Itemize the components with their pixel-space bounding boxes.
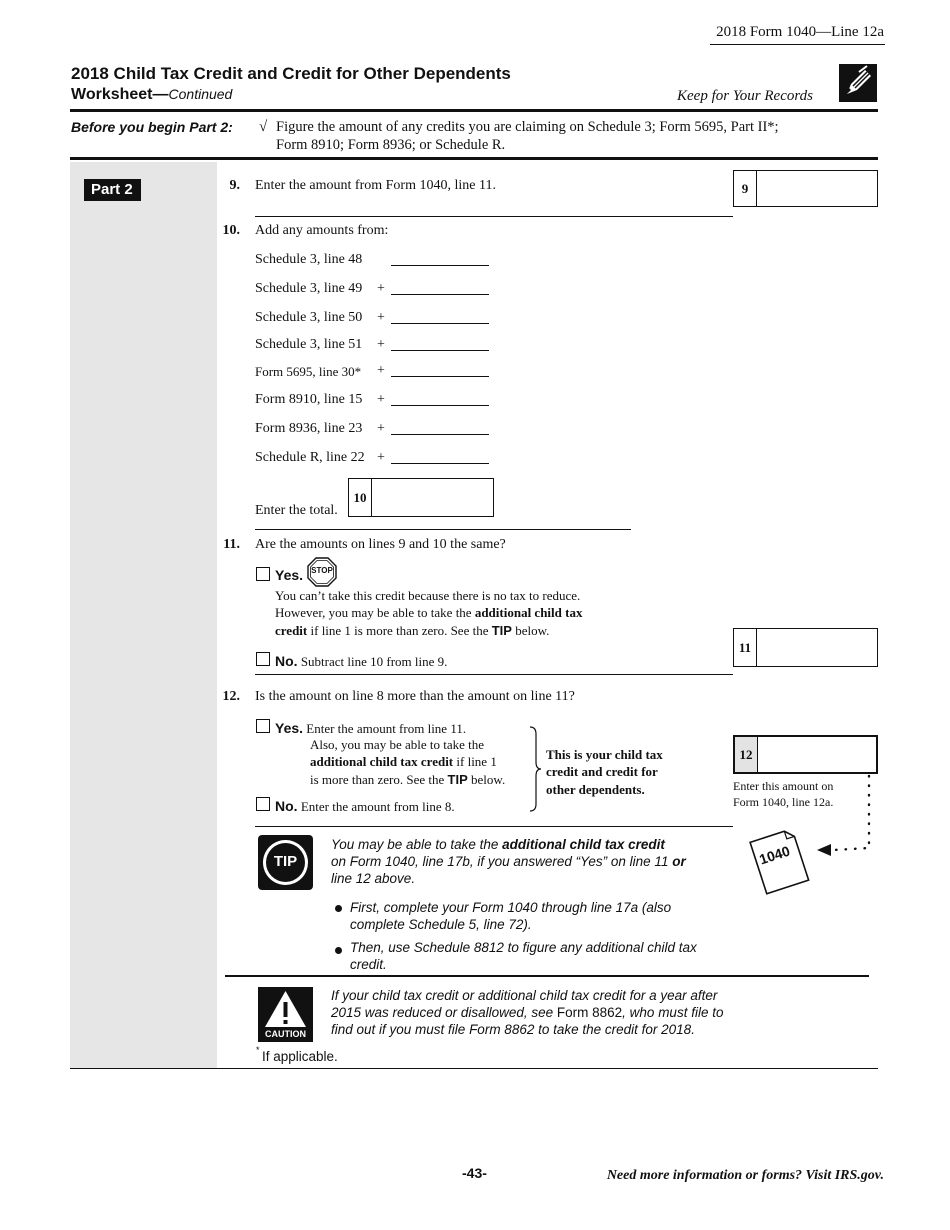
- line-9-box-number: 9: [734, 171, 757, 206]
- caution-icon: [258, 987, 313, 1042]
- line-10-item-label: Schedule 3, line 51: [255, 337, 363, 352]
- line-11-number: 11.: [223, 537, 240, 552]
- line-10-item-plus: +: [377, 421, 385, 436]
- pencil-icon: [839, 64, 877, 102]
- line-12-entry-box[interactable]: [733, 735, 878, 774]
- tip-bullet-1-line-1: First, complete your Form 1040 through line 17a (also: [350, 900, 672, 915]
- line-10-item-field[interactable]: [391, 265, 489, 266]
- line-12-yes-text-3: additional child tax credit if line 1: [310, 754, 497, 769]
- tip-icon-label: TIP: [273, 853, 298, 870]
- line-10-rule: [255, 529, 631, 530]
- line-10-item-plus: +: [377, 337, 385, 352]
- part-sidebar: [70, 162, 217, 1068]
- line-10-item-field[interactable]: [391, 350, 489, 351]
- worksheet-title: 2018 Child Tax Credit and Credit for Other Dependents: [71, 64, 511, 83]
- line-10-item-field[interactable]: [391, 294, 489, 295]
- line-10-item-plus: +: [377, 450, 385, 465]
- line-10-item-label: Form 8936, line 23: [255, 421, 363, 436]
- tip-rule: [225, 975, 869, 977]
- stop-icon: [307, 557, 337, 587]
- caution-line-1: If your child tax credit or additional child tax credit for a year after: [331, 988, 718, 1003]
- line-10-item-label: Schedule 3, line 49: [255, 281, 363, 296]
- line-12-rule: [255, 826, 733, 827]
- tip-line-1: You may be able to take the additional child tax credit: [331, 837, 665, 852]
- caution-line-2: 2015 was reduced or disallowed, see Form 8862, who must file to: [331, 1005, 724, 1020]
- tip-bullet-2-line-1: Then, use Schedule 8812 to figure any additional child tax: [350, 940, 697, 955]
- tip-bullet-2: [335, 947, 342, 954]
- part-2-badge: Part 2: [84, 179, 141, 201]
- footer-info: Need more information or forms? Visit IRS.gov.: [606, 1168, 884, 1183]
- line-10-item-label: Schedule 3, line 50: [255, 310, 363, 325]
- before-begin-text-2: Form 8910; Form 8936; or Schedule R.: [276, 137, 506, 153]
- line-10-item-plus: +: [377, 392, 385, 407]
- line-10-item-field[interactable]: [391, 405, 489, 406]
- section-rule: [70, 157, 878, 160]
- line-12-enter-note-2: Form 1040, line 12a.: [733, 795, 834, 809]
- line-10-item-field[interactable]: [391, 434, 489, 435]
- header-rule: [70, 109, 878, 112]
- line-10-item-field[interactable]: [391, 323, 489, 324]
- footnote-text: If applicable.: [262, 1049, 338, 1064]
- form-1040-pointer: [745, 770, 880, 902]
- tip-line-3: line 12 above.: [331, 871, 416, 886]
- line-10-total-text: Enter the total.: [255, 503, 338, 518]
- bottom-rule: [70, 1068, 878, 1069]
- line-10-item-plus: +: [377, 281, 385, 296]
- line-11-box-number: 11: [734, 629, 757, 666]
- line-11-no-text: No. Subtract line 10 from line 9.: [275, 653, 448, 669]
- line-12-yes-text-1: Yes. Enter the amount from line 11.: [275, 720, 467, 736]
- tip-bullet-1: [335, 905, 342, 912]
- line-12-yes-text-2: Also, you may be able to take the: [310, 737, 485, 752]
- line-11-yes-checkbox[interactable]: [256, 567, 270, 581]
- line-11-yes-text-1: You can’t take this credit because there is no tax to reduce.: [275, 588, 581, 603]
- line-11-no-checkbox[interactable]: [256, 652, 270, 666]
- footnote-star: *: [256, 1045, 260, 1055]
- line-10-item-field[interactable]: [391, 463, 489, 464]
- line-10-box-number: 10: [349, 479, 372, 516]
- tip-icon: [258, 835, 313, 890]
- line-10-item-field[interactable]: [391, 376, 489, 377]
- line-11-rule: [255, 674, 733, 675]
- check-mark-icon: √: [259, 119, 268, 135]
- line-9-text: Enter the amount from Form 1040, line 11.: [255, 178, 496, 193]
- tip-line-2: on Form 1040, line 17b, if you answered “Yes” on line 11 or: [331, 854, 686, 869]
- caution-line-3: find out if you must file Form 8862 to take the credit for 2018.: [331, 1022, 695, 1037]
- caution-icon-label: CAUTION: [265, 1029, 306, 1039]
- line-10-entry-box[interactable]: [348, 478, 494, 517]
- before-begin-text-1: Figure the amount of any credits you are claiming on Schedule 3; Form 5695, Part II*;: [276, 119, 779, 135]
- keep-for-records: Keep for Your Records: [677, 88, 813, 104]
- line-10-item-plus: +: [377, 363, 385, 378]
- line-12-question: Is the amount on line 8 more than the amount on line 11?: [255, 689, 575, 704]
- page-number: -43-: [462, 1165, 487, 1181]
- brace-text-3: other dependents.: [546, 782, 645, 797]
- line-11-yes-text-2: However, you may be able to take the additional child tax: [275, 605, 583, 620]
- line-10-item-label: Schedule 3, line 48: [255, 252, 363, 267]
- line-10-item-label: Schedule R, line 22: [255, 450, 365, 465]
- form-reference: 2018 Form 1040—Line 12a: [716, 24, 884, 40]
- line-10-number: 10.: [222, 223, 240, 238]
- line-9-number: 9.: [229, 178, 240, 193]
- line-12-no-checkbox[interactable]: [256, 797, 270, 811]
- form-1040-icon-label: 1040: [757, 842, 792, 868]
- line-10-text: Add any amounts from:: [255, 223, 389, 238]
- line-11-yes-text-3: credit if line 1 is more than zero. See the TIP below.: [275, 623, 550, 638]
- line-12-enter-note-1: Enter this amount on: [733, 779, 834, 793]
- tip-bullet-2-line-2: credit.: [350, 957, 387, 972]
- line-9-entry-box[interactable]: [733, 170, 878, 207]
- line-11-entry-box[interactable]: [733, 628, 878, 667]
- brace-icon: [528, 726, 542, 812]
- line-11-yes-label: Yes.: [275, 567, 304, 583]
- line-10-item-plus: +: [377, 310, 385, 325]
- line-12-yes-text-4: is more than zero. See the TIP below.: [310, 772, 506, 787]
- worksheet-subtitle: Worksheet—Continued: [71, 86, 233, 103]
- line-12-no-text: No. Enter the amount from line 8.: [275, 798, 455, 814]
- brace-text-2: credit and credit for: [546, 764, 658, 779]
- line-12-box-number: 12: [735, 737, 758, 772]
- line-12-number: 12.: [222, 689, 240, 704]
- line-10-item-label: Form 5695, line 30*: [255, 364, 362, 379]
- line-11-question: Are the amounts on lines 9 and 10 the same?: [255, 537, 506, 552]
- line-12-yes-checkbox[interactable]: [256, 719, 270, 733]
- before-begin-label: Before you begin Part 2:: [71, 119, 233, 135]
- tip-bullet-1-line-2: complete Schedule 5, line 72).: [350, 917, 532, 932]
- header-divider: [710, 44, 885, 45]
- line-10-item-label: Form 8910, line 15: [255, 392, 363, 407]
- stop-label: STOP: [311, 566, 333, 575]
- line-9-rule: [255, 216, 733, 217]
- brace-text-1: This is your child tax: [546, 747, 663, 762]
